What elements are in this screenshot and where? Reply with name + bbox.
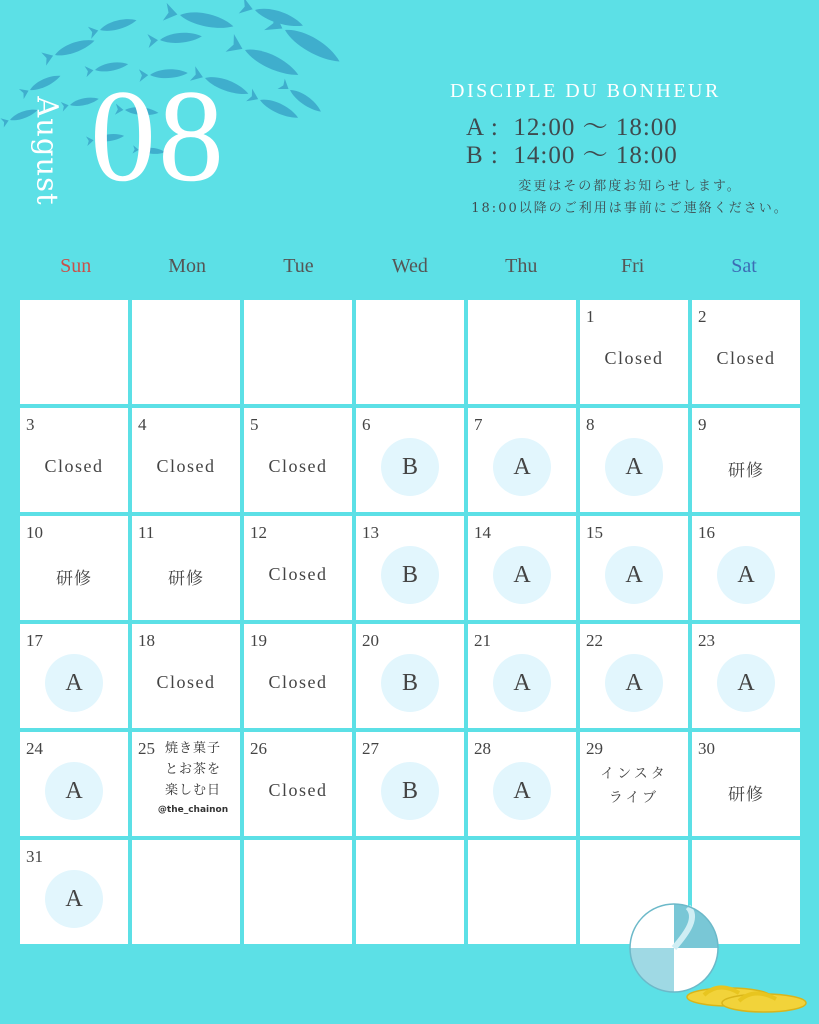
day-cell bbox=[580, 408, 688, 512]
day-cell bbox=[580, 732, 688, 836]
day-cell bbox=[244, 300, 352, 404]
day-number: 9 bbox=[698, 415, 707, 434]
day-cell bbox=[356, 516, 464, 620]
day-cell bbox=[468, 408, 576, 512]
day-cell bbox=[244, 732, 352, 836]
weekday-thu: Thu bbox=[505, 255, 538, 277]
day-number: 19 bbox=[250, 631, 267, 650]
sandals-illustration bbox=[684, 975, 809, 1015]
day-cell bbox=[468, 300, 576, 404]
event-label-line: 焼き菓子 bbox=[164, 741, 221, 756]
day-cell bbox=[356, 840, 464, 944]
instagram-handle: @the_chainon bbox=[157, 805, 229, 815]
training-label: 研修 bbox=[728, 785, 764, 805]
schedule-badge: B bbox=[381, 762, 439, 820]
schedule-badge: A bbox=[493, 762, 551, 820]
closed-label: Closed bbox=[604, 348, 664, 368]
month-number: 08 bbox=[90, 62, 226, 209]
day-number: 26 bbox=[250, 739, 267, 758]
day-cell bbox=[468, 840, 576, 944]
event-label-line: 楽しむ日 bbox=[164, 783, 221, 798]
day-cell bbox=[20, 408, 128, 512]
calendar-grid bbox=[20, 300, 800, 944]
day-number: 20 bbox=[362, 631, 379, 650]
day-cell bbox=[132, 732, 240, 836]
day-cell bbox=[356, 408, 464, 512]
day-number: 28 bbox=[474, 739, 491, 758]
day-cell bbox=[20, 516, 128, 620]
day-cell bbox=[580, 624, 688, 728]
day-cell bbox=[244, 516, 352, 620]
event-label bbox=[580, 762, 688, 810]
day-cell bbox=[132, 300, 240, 404]
training-label: 研修 bbox=[168, 569, 204, 589]
schedule-badge: B bbox=[381, 438, 439, 496]
day-cell bbox=[132, 408, 240, 512]
day-cell bbox=[692, 408, 800, 512]
day-number: 18 bbox=[138, 631, 155, 650]
day-cell bbox=[468, 732, 576, 836]
opening-hours bbox=[466, 114, 678, 170]
closed-label: Closed bbox=[156, 456, 216, 476]
day-cell bbox=[692, 516, 800, 620]
day-number: 5 bbox=[250, 415, 259, 434]
day-cell bbox=[692, 732, 800, 836]
day-cell bbox=[468, 516, 576, 620]
schedule-a: A : 12:00 〜 18:00 bbox=[466, 114, 678, 141]
schedule-badge: A bbox=[717, 546, 775, 604]
day-number: 27 bbox=[362, 739, 379, 758]
schedule-badge: A bbox=[717, 654, 775, 712]
day-cell bbox=[20, 624, 128, 728]
day-cell bbox=[244, 840, 352, 944]
day-number: 21 bbox=[474, 631, 491, 650]
day-number: 15 bbox=[586, 523, 603, 542]
schedule-badge: A bbox=[493, 654, 551, 712]
day-cell bbox=[244, 408, 352, 512]
weekday-wed: Wed bbox=[391, 255, 428, 277]
event-label-line: とお茶を bbox=[164, 762, 221, 777]
event-label-line: インスタ bbox=[600, 766, 668, 782]
day-number: 25 bbox=[138, 739, 155, 758]
weekday-mon: Mon bbox=[168, 255, 206, 277]
day-cell bbox=[692, 300, 800, 404]
weekday-fri: Fri bbox=[620, 255, 645, 277]
day-number: 3 bbox=[26, 415, 35, 434]
event-label bbox=[132, 738, 240, 819]
day-cell bbox=[20, 732, 128, 836]
day-number: 6 bbox=[362, 415, 371, 434]
notice bbox=[440, 176, 819, 220]
day-number: 8 bbox=[586, 415, 595, 434]
day-number: 14 bbox=[474, 523, 491, 542]
day-cell bbox=[356, 624, 464, 728]
day-cell bbox=[132, 840, 240, 944]
schedule-b: B : 14:00 〜 18:00 bbox=[466, 142, 678, 169]
closed-label: Closed bbox=[268, 564, 328, 584]
day-number: 23 bbox=[698, 631, 715, 650]
day-cell bbox=[356, 732, 464, 836]
event-label-line: ライブ bbox=[608, 790, 660, 806]
day-cell bbox=[356, 300, 464, 404]
weekday-sat: Sat bbox=[731, 255, 757, 277]
training-label: 研修 bbox=[728, 461, 764, 481]
closed-label: Closed bbox=[268, 672, 328, 692]
brand-title: DISCIPLE DU BONHEUR bbox=[450, 80, 721, 102]
day-number: 17 bbox=[26, 631, 43, 650]
day-number: 13 bbox=[362, 523, 379, 542]
day-number: 31 bbox=[26, 847, 43, 866]
day-number: 7 bbox=[474, 415, 483, 434]
month-name: August bbox=[31, 96, 65, 206]
notice-line: 18:00以降のご利用は事前にご連絡ください。 bbox=[471, 201, 789, 216]
day-number: 22 bbox=[586, 631, 603, 650]
schedule-badge: A bbox=[605, 654, 663, 712]
day-cell bbox=[20, 300, 128, 404]
day-number: 12 bbox=[250, 523, 267, 542]
day-number: 30 bbox=[698, 739, 715, 758]
day-cell bbox=[20, 840, 128, 944]
day-number: 29 bbox=[586, 739, 603, 758]
day-number: 1 bbox=[586, 307, 595, 326]
weekday-header bbox=[20, 255, 800, 278]
schedule-badge: A bbox=[605, 438, 663, 496]
schedule-badge: A bbox=[493, 546, 551, 604]
closed-label: Closed bbox=[156, 672, 216, 692]
day-number: 16 bbox=[698, 523, 715, 542]
day-cell bbox=[468, 624, 576, 728]
schedule-badge: A bbox=[45, 870, 103, 928]
day-number: 10 bbox=[26, 523, 43, 542]
day-cell bbox=[132, 624, 240, 728]
schedule-badge: A bbox=[45, 762, 103, 820]
day-cell bbox=[580, 516, 688, 620]
day-number: 24 bbox=[26, 739, 43, 758]
weekday-sun: Sun bbox=[60, 255, 92, 277]
day-cell bbox=[244, 624, 352, 728]
day-cell bbox=[692, 624, 800, 728]
day-number: 4 bbox=[138, 415, 147, 434]
day-cell bbox=[580, 300, 688, 404]
day-cell bbox=[132, 516, 240, 620]
closed-label: Closed bbox=[44, 456, 104, 476]
day-number: 2 bbox=[698, 307, 707, 326]
closed-label: Closed bbox=[716, 348, 776, 368]
weekday-tue: Tue bbox=[283, 255, 314, 277]
schedule-badge: B bbox=[381, 546, 439, 604]
day-number: 11 bbox=[138, 523, 155, 542]
schedule-badge: B bbox=[381, 654, 439, 712]
training-label: 研修 bbox=[56, 569, 92, 589]
closed-label: Closed bbox=[268, 456, 328, 476]
schedule-badge: A bbox=[605, 546, 663, 604]
schedule-badge: A bbox=[45, 654, 103, 712]
closed-label: Closed bbox=[268, 780, 328, 800]
notice-line: 変更はその都度お知らせします。 bbox=[518, 179, 742, 194]
schedule-badge: A bbox=[493, 438, 551, 496]
